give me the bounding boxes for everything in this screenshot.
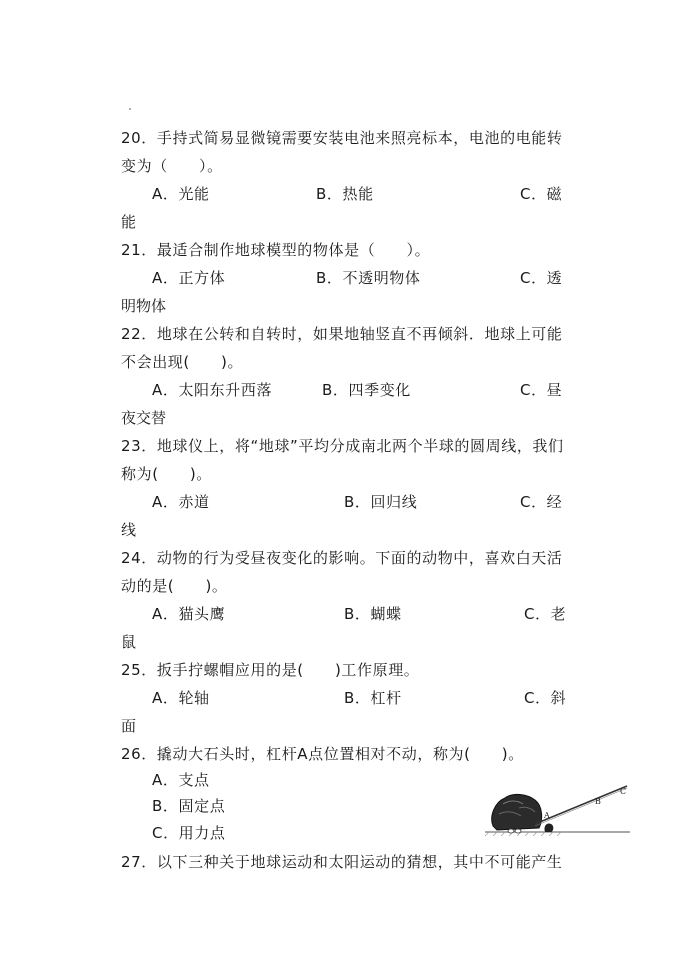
- fulcrum-icon: [544, 823, 553, 832]
- lever-rock-figure: [485, 780, 630, 842]
- question-22-option-a: A．太阳东升西落: [152, 381, 273, 399]
- question-25-option-b: B．杠杆: [344, 689, 402, 707]
- question-26-option-c: C．用力点: [152, 824, 226, 842]
- question-23-line2: 称为( )。: [121, 465, 212, 483]
- question-27-stem: [121, 848, 571, 876]
- question-26-option-a: A．支点: [152, 771, 210, 789]
- point-b-label: B: [595, 797, 601, 806]
- question-24-line1: 24．动物的行为受昼夜变化的影响。下面的动物中，喜欢白天活: [121, 549, 563, 567]
- point-a-label: A: [544, 811, 550, 820]
- question-21-option-c: C．透: [520, 269, 563, 287]
- question-20-option-a: A．光能: [152, 185, 210, 203]
- question-22-line1: 22．地球在公转和自转时，如果地轴竖直不再倾斜．地球上可能: [121, 325, 563, 343]
- question-23-stem: [121, 432, 571, 488]
- question-21-stem: [121, 236, 571, 264]
- question-20-line1: 20．手持式简易显微镜需要安装电池来照亮标本，电池的电能转: [121, 129, 563, 147]
- question-22-line2: 不会出现( )。: [121, 353, 244, 371]
- point-c-label: C: [620, 787, 627, 796]
- question-25-option-c-wrap: 面: [121, 717, 137, 735]
- scan-speck: [129, 108, 131, 110]
- question-20-option-b: B．热能: [316, 185, 374, 203]
- question-23-line1: 23．地球仪上，将“地球”平均分成南北两个半球的圆周线，我们: [121, 437, 564, 455]
- question-23-option-a: A．赤道: [152, 493, 210, 511]
- question-24-stem: [121, 544, 571, 600]
- question-24-option-c-wrap: 鼠: [121, 633, 137, 651]
- question-22-stem: [121, 320, 571, 376]
- question-20-option-c-wrap: 能: [121, 213, 137, 231]
- question-20-line2: 变为（ ）。: [121, 157, 223, 175]
- question-23-option-b: B．回归线: [344, 493, 418, 511]
- question-26-line1: 26．撬动大石头时，杠杆A点位置相对不动，称为( )。: [121, 745, 524, 763]
- question-22-option-c-wrap: 夜交替: [121, 409, 167, 427]
- question-26-stem: [121, 740, 571, 768]
- question-22-option-c: C．昼: [520, 381, 563, 399]
- question-24-option-b: B．蝴蝶: [344, 605, 402, 623]
- question-25-option-a: A．轮轴: [152, 689, 210, 707]
- question-25-option-c: C．斜: [524, 689, 567, 707]
- question-21-option-c-wrap: 明物体: [121, 297, 167, 315]
- question-21-option-b: B．不透明物体: [316, 269, 421, 287]
- rock-icon: [492, 794, 542, 830]
- question-20-stem: [121, 124, 571, 180]
- question-21-option-a: A．正方体: [152, 269, 226, 287]
- question-26-option-b: B．固定点: [152, 797, 226, 815]
- question-24-line2: 动的是( )。: [121, 577, 228, 595]
- question-25-line1: 25．扳手拧螺帽应用的是( )工作原理。: [121, 661, 420, 679]
- question-20-option-c: C．磁: [520, 185, 563, 203]
- question-21-line1: 21．最适合制作地球模型的物体是（ ）。: [121, 241, 431, 259]
- question-24-option-c: C．老: [524, 605, 567, 623]
- question-24-option-a: A．猫头鹰: [152, 605, 226, 623]
- question-22-option-b: B．四季变化: [322, 381, 411, 399]
- question-25-stem: [121, 656, 571, 684]
- ground-hatch: [485, 832, 561, 836]
- question-27-line1: 27．以下三种关于地球运动和太阳运动的猜想，其中不可能产生: [121, 853, 563, 871]
- question-23-option-c-wrap: 线: [121, 521, 137, 539]
- question-23-option-c: C．经: [520, 493, 563, 511]
